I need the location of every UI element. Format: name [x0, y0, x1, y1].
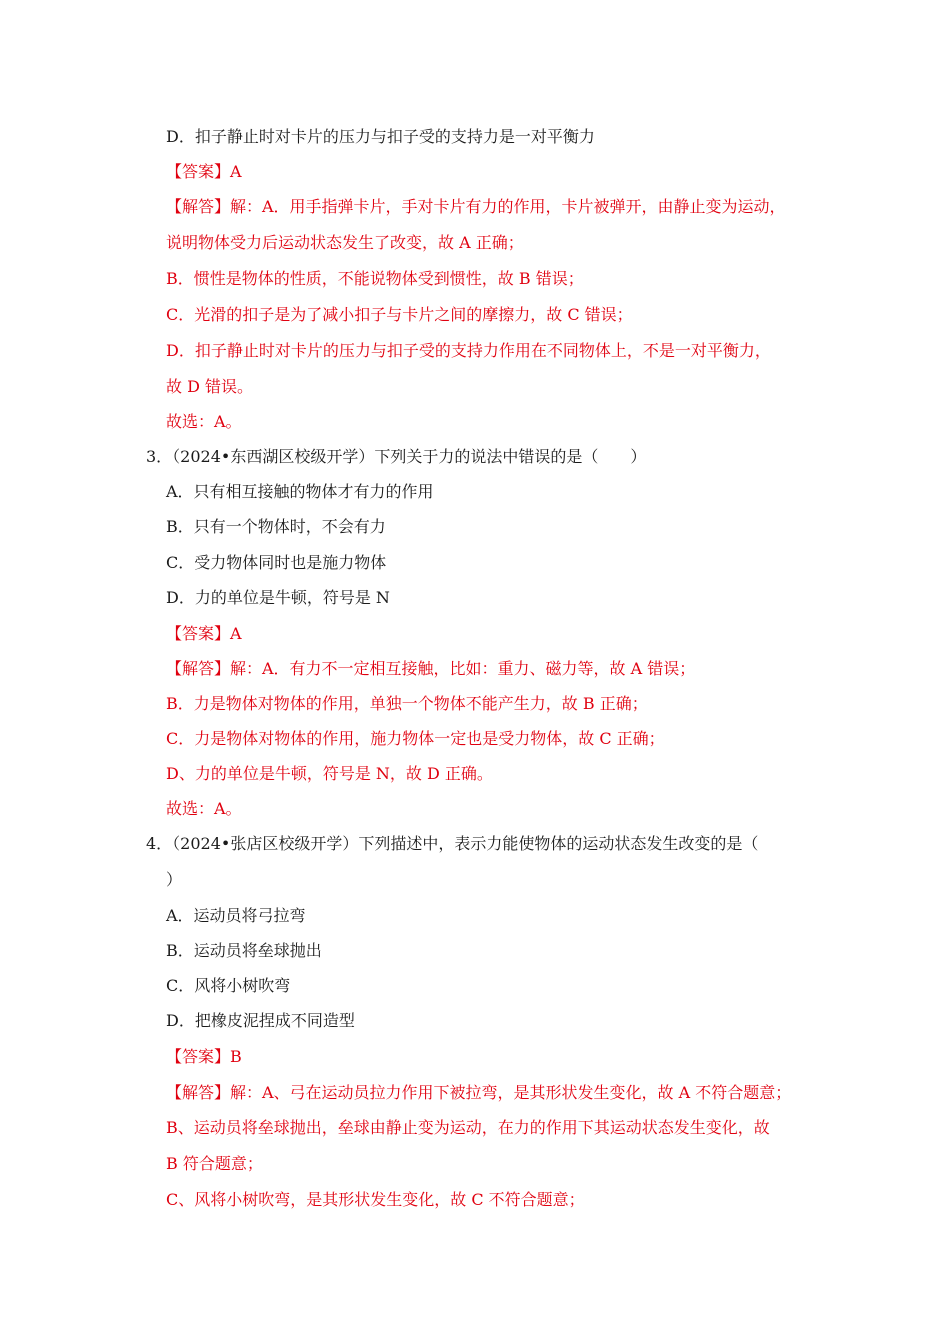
q2-analysis-3: C．光滑的扣子是为了减小扣子与卡片之间的摩擦力，故 C 错误；	[166, 305, 633, 324]
q2-analysis-4b: 故 D 错误。	[166, 377, 254, 396]
q4-analysis-3: C、风将小树吹弯，是其形状发生变化，故 C 不符合题意；	[166, 1190, 585, 1209]
q4-analysis-1: 【解答】解：A、弓在运动员拉力作用下被拉弯，是其形状发生变化，故 A 不符合题意；	[166, 1083, 792, 1102]
q3-choice: 故选：A。	[166, 799, 242, 818]
q3-analysis-3: C．力是物体对物体的作用，施力物体一定也是受力物体，故 C 正确；	[166, 729, 665, 748]
q4-answer: 【答案】B	[166, 1047, 242, 1066]
q4-option-a: A．运动员将弓拉弯	[166, 906, 306, 925]
q3-option-a: A．只有相互接触的物体才有力的作用	[166, 482, 434, 501]
q3-option-d: D．力的单位是牛顿，符号是 N	[166, 588, 390, 607]
q3-answer: 【答案】A	[166, 624, 242, 643]
q4-analysis-2: B、运动员将垒球抛出，垒球由静止变为运动，在力的作用下其运动状态发生变化，故	[166, 1118, 770, 1137]
q4-option-c: C．风将小树吹弯	[166, 976, 291, 995]
q3-analysis-4: D、力的单位是牛顿，符号是 N，故 D 正确。	[166, 764, 493, 783]
q2-analysis-1b: 说明物体受力后运动状态发生了改变，故 A 正确；	[166, 233, 524, 252]
q3-option-c: C．受力物体同时也是施力物体	[166, 553, 387, 572]
q4-option-b: B．运动员将垒球抛出	[166, 941, 322, 960]
q4-analysis-2b: B 符合题意；	[166, 1154, 263, 1173]
q2-option-d: D．扣子静止时对卡片的压力与扣子受的支持力是一对平衡力	[166, 127, 595, 146]
q2-analysis-4: D．扣子静止时对卡片的压力与扣子受的支持力作用在不同物体上，不是一对平衡力，	[166, 341, 771, 360]
q2-analysis-1: 【解答】解：A．用手指弹卡片，手对卡片有力的作用，卡片被弹开，由静止变为运动，	[166, 197, 786, 216]
q4-stem-b: ）	[166, 870, 183, 889]
q4-option-d: D．把橡皮泥捏成不同造型	[166, 1011, 355, 1030]
q3-option-b: B．只有一个物体时，不会有力	[166, 517, 386, 536]
q4-stem: 4．（2024•张店区校级开学）下列描述中，表示力能使物体的运动状态发生改变的是（	[146, 834, 759, 853]
q3-stem: 3．（2024•东西湖区校级开学）下列关于力的说法中错误的是（ ）	[146, 447, 647, 466]
q3-analysis-2: B．力是物体对物体的作用，单独一个物体不能产生力，故 B 正确；	[166, 694, 648, 713]
q2-analysis-2: B．惯性是物体的性质，不能说物体受到惯性，故 B 错误；	[166, 269, 584, 288]
q2-choice: 故选：A。	[166, 412, 242, 431]
q2-answer: 【答案】A	[166, 162, 242, 181]
q3-analysis-1: 【解答】解：A．有力不一定相互接触，比如：重力、磁力等，故 A 错误；	[166, 659, 696, 678]
